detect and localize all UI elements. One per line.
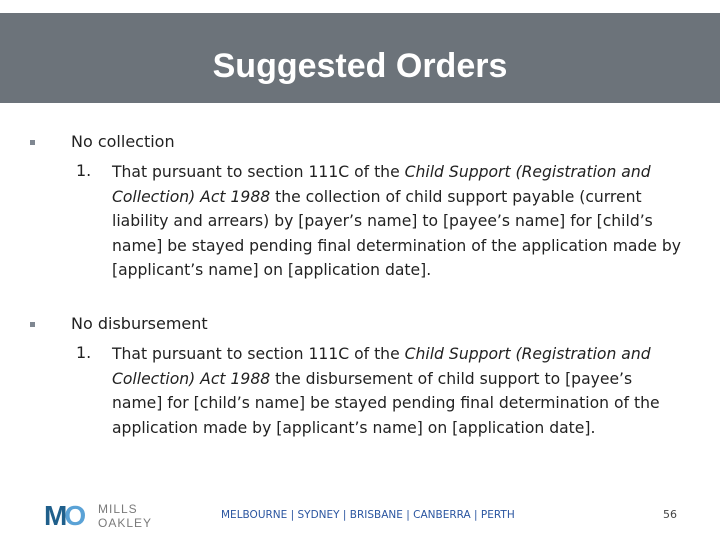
bullet-icon: [30, 140, 35, 145]
order-text-before: That pursuant to section 111C of the: [112, 345, 405, 363]
page-number: 56: [663, 508, 677, 521]
slide-title: Suggested Orders: [212, 47, 508, 85]
act-name: Child Support (Registration and Collection) Act 1988: [112, 345, 651, 388]
order-number: 1.: [76, 343, 92, 362]
logo-mark-o: O: [64, 500, 84, 531]
order-text-after: the disbursement of child support to [payee’s name] for [child’s name] be stayed pending final determination of the application made by [applicant’s name] on [application date].: [112, 369, 660, 437]
order-heading: No disbursement: [71, 314, 208, 333]
order-heading: No collection: [71, 132, 175, 151]
bullet-icon: [30, 322, 35, 327]
logo-word-mills: MILLS: [98, 502, 138, 516]
logo-word-oakley: OAKLEY: [98, 516, 153, 530]
order-text-before: That pursuant to section 111C of the: [112, 163, 405, 181]
order-text: [112, 342, 682, 440]
logo-mark-m: M: [44, 500, 65, 531]
act-name: Child Support (Registration and Collection) Act 1988: [112, 163, 651, 206]
order-text-after: the collection of child support payable (current liability and arrears) by [payer’s name] to [payee’s name] for [child’s name] be stayed pending final determination of the application made by [applicant’s name] on [application date].: [112, 187, 682, 279]
mills-oakley-logo: [44, 501, 164, 531]
order-text: [112, 160, 682, 283]
order-number: 1.: [76, 161, 92, 180]
logo-mark: [44, 501, 83, 531]
footer-office-cities: MELBOURNE | SYDNEY | BRISBANE | CANBERRA | PERTH: [221, 509, 515, 521]
